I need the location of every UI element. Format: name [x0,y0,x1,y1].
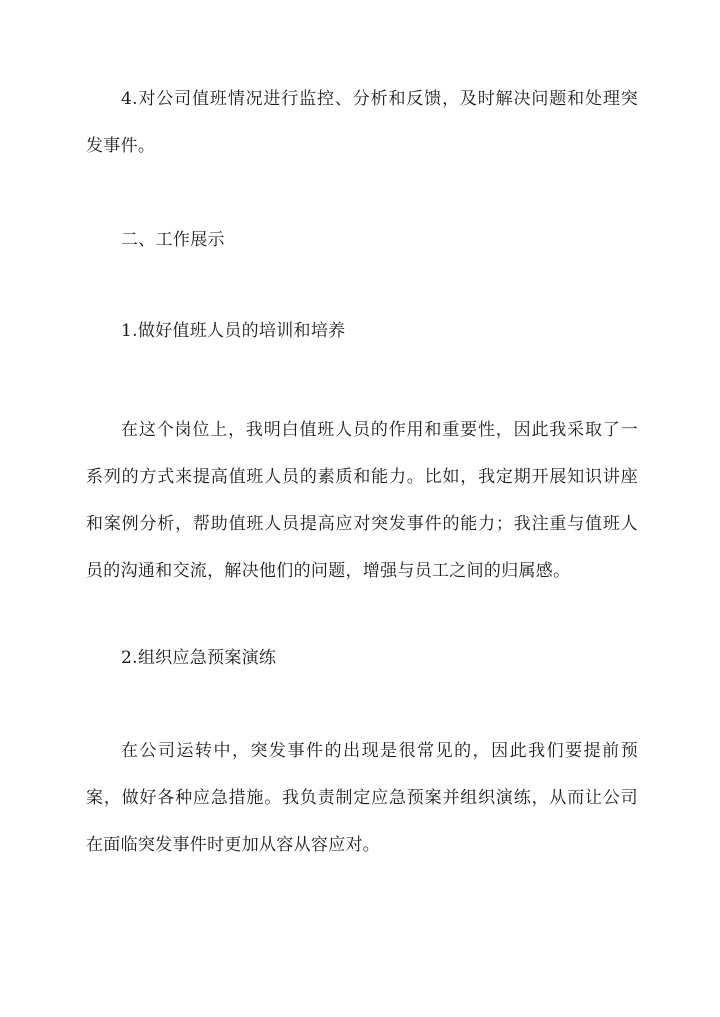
section-2-heading: 二、工作展示 [121,230,225,250]
subsection-1-heading: 1.做好值班人员的培训和培养 [121,321,346,341]
subsection-2-body: 在公司运转中，突发事件的出现是很常见的，因此我们要提前预案，做好各种应急措施。我负责制定应急预案并组织演练，从而让公司在面临突发事件时更加从容从容应对。 [86,741,638,855]
subsection-2-heading: 2.组织应急预案演练 [121,648,277,668]
item-4-paragraph: 4.对公司值班情况进行监控、分析和反馈，及时解决问题和处理突发事件。 [86,89,638,156]
subsection-1-body: 在这个岗位上，我明白值班人员的作用和重要性，因此我采取了一系列的方式来提高值班人员的素质和能力。比如，我定期开展知识讲座和案例分析，帮助值班人员提高应对突发事件的能力；我注重与值班人员的沟通和交流，解决他们的问题，增强与员工之间的归属感。 [86,420,638,581]
